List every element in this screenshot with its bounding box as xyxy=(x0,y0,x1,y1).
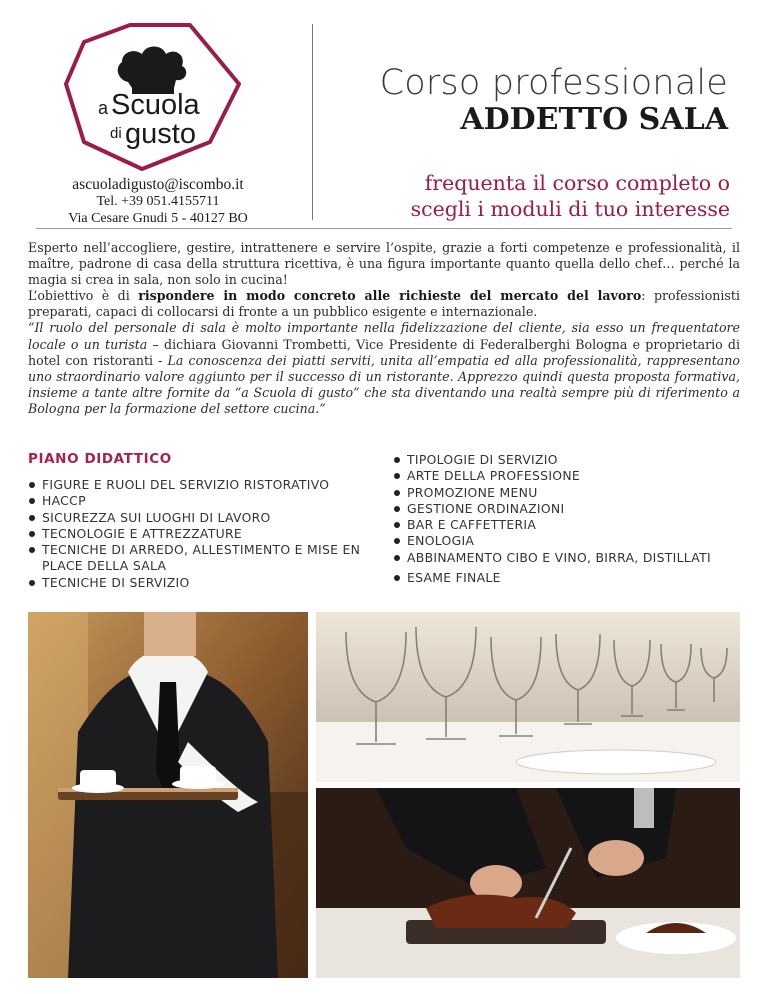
horizontal-divider xyxy=(36,228,732,229)
course-title xyxy=(380,64,728,138)
contact-info xyxy=(38,176,278,227)
list-item: PROMOZIONE MENU xyxy=(393,485,723,501)
wine-glasses-photo xyxy=(316,612,740,782)
intro-paragraph-1: Esperto nell’accogliere, gestire, intrattenere e servire l’ospite, grazie a forti competenze e professionalità, il maître, padrone di casa della struttura ricettiva, è una figura importante quanto quella dello chef… perché la magia si crea in sala, non solo in cucina! xyxy=(28,240,740,288)
chef-hat-icon xyxy=(118,47,187,95)
list-item: TECNOLOGIE E ATTREZZATURE xyxy=(28,526,373,542)
quote-part-1: “Il ruolo del personale di sala è molto importante nella fidelizzazione del cliente, sia esso un frequentatore locale o un turista xyxy=(28,320,740,352)
quote-attribution: – dichiara Giovanni Trombetti, Vice Presidente di Federalberghi Bologna e proprietario di hotel con ristoranti - xyxy=(28,336,741,368)
title-line-2: ADDETTO SALA xyxy=(460,102,728,137)
school-logo xyxy=(62,22,242,172)
logo-scuola: Scuola xyxy=(111,89,200,121)
subtitle-line-2: scegli i moduli di tuo interesse xyxy=(410,197,730,221)
subtitle-line-1: frequenta il corso completo o xyxy=(424,171,730,195)
logo-gusto: gusto xyxy=(125,118,196,150)
list-item: SICUREZZA SUI LUOGHI DI LAVORO xyxy=(28,510,373,526)
vertical-divider xyxy=(312,24,313,220)
quote-part-2: La conoscenza dei piatti serviti, unita all’empatia ed alla professionalità, rappresentano uno straordinario valore aggiunto per il successo di un ristorante. Apprezzo quindi questa proposta formativa, insieme a tante altre fornite da “a Scuola di gusto” che sta diventando una realtà sempre più di riferimento a Bologna per la formazione del settore cucina.” xyxy=(28,352,740,416)
list-item: ABBINAMENTO CIBO E VINO, BIRRA, DISTILLATI xyxy=(393,550,723,566)
plan-list-right xyxy=(393,452,723,586)
list-item: TECNICHE DI SERVIZIO xyxy=(28,575,373,591)
logo-di: di xyxy=(110,125,122,142)
objective-start: L’obiettivo è di xyxy=(28,288,139,304)
intro-text xyxy=(28,240,740,417)
testimonial-quote xyxy=(28,320,740,417)
list-item: BAR E CAFFETTERIA xyxy=(393,517,723,533)
list-item: ESAME FINALE xyxy=(393,570,723,586)
list-item: ARTE DELLA PROFESSIONE xyxy=(393,468,723,484)
list-item: HACCP xyxy=(28,493,373,509)
plan-list-left xyxy=(28,477,373,591)
contact-phone: Tel. +39 051.4155711 xyxy=(96,194,220,209)
objective-highlight: rispondere in modo concreto alle richieste del mercato del lavoro xyxy=(138,288,642,304)
list-item: ENOLOGIA xyxy=(393,533,723,549)
plan-title: PIANO DIDATTICO xyxy=(28,451,172,467)
contact-address: Via Cesare Gnudi 5 - 40127 BO xyxy=(68,211,248,226)
list-item: TIPOLOGIE DI SERVIZIO xyxy=(393,452,723,468)
course-subtitle xyxy=(411,170,730,222)
list-item: GESTIONE ORDINAZIONI xyxy=(393,501,723,517)
logo-a: a xyxy=(98,98,109,118)
waiter-photo xyxy=(28,612,308,978)
objective-end: : professionisti preparati, capaci di collocarsi di fronte a un pubblico esigente e internazionale. xyxy=(28,288,740,320)
list-item: FIGURE E RUOLI DEL SERVIZIO RISTORATIVO xyxy=(28,477,373,493)
intro-paragraph-2 xyxy=(28,288,740,320)
list-item: TECNICHE DI ARREDO, ALLESTIMENTO E MISE EN PLACE DELLA SALA xyxy=(28,542,373,575)
contact-email[interactable]: ascuoladigusto@iscombo.it xyxy=(72,176,244,193)
carving-photo xyxy=(316,788,740,978)
title-line-1: Corso professionale xyxy=(379,63,728,103)
